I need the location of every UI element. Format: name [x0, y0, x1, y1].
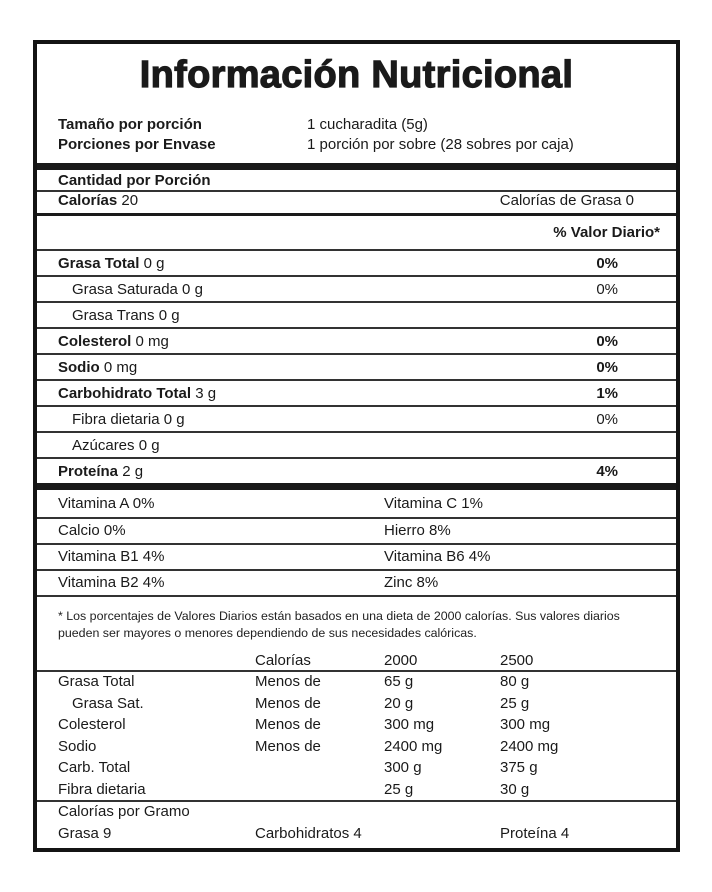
vitamin-left: Vitamina A 0% — [58, 495, 155, 512]
calories-label: Calorías — [58, 192, 118, 209]
vitamin-right: Hierro 8% — [384, 522, 451, 539]
nutrient-name: Proteína — [58, 463, 119, 480]
nutrient-dv: 0% — [596, 359, 618, 376]
nutrient-name: Grasa Total — [58, 255, 140, 272]
vitamin-right: Zinc 8% — [384, 574, 439, 591]
servings-per-container-value: 1 porción por sobre (28 sobres por caja) — [307, 136, 574, 153]
divider — [37, 379, 676, 381]
calories-from-fat: Calorías de Grasa 0 — [499, 192, 634, 209]
nutrient-amount: 3 g — [195, 385, 217, 402]
nutrient-dv: 0% — [596, 333, 618, 350]
nutrient-name: Sodio — [58, 359, 100, 376]
divider-medium — [37, 213, 676, 216]
ref-nutrient: Grasa Total — [58, 673, 135, 690]
calories-value: 20 — [121, 192, 139, 209]
nutrient-amount: 0 mg — [103, 359, 138, 376]
nutrient-amount: 0 g — [143, 255, 165, 272]
nutrient-name: Fibra dietaria 0 g — [72, 411, 185, 428]
nutrient-name: Colesterol — [58, 333, 132, 350]
fat-calories-per-gram: Grasa 9 — [58, 825, 112, 842]
ref-2000-value: 2400 mg — [384, 738, 443, 755]
nutrient-amount: 2 g — [122, 463, 144, 480]
nutrient-dv: 0% — [596, 411, 618, 428]
ref-qualifier: Menos de — [255, 695, 321, 712]
nutrient-name: Grasa Trans 0 g — [72, 307, 180, 324]
ref-2500-value: 30 g — [500, 781, 530, 798]
serving-size-value: 1 cucharadita (5g) — [307, 116, 428, 133]
ref-2500-value: 300 mg — [500, 716, 551, 733]
nutrient-dv: 4% — [596, 463, 618, 480]
divider — [37, 517, 676, 519]
daily-value-header: % Valor Diario* — [553, 224, 660, 241]
nutrient-dv: 0% — [596, 281, 618, 298]
amount-per-serving-label: Cantidad por Porción — [58, 172, 211, 189]
divider — [37, 670, 676, 672]
vitamin-left: Calcio 0% — [58, 522, 126, 539]
ref-nutrient: Grasa Sat. — [72, 695, 144, 712]
ref-header-calories: Calorías — [255, 652, 311, 669]
divider — [37, 595, 676, 597]
divider — [37, 353, 676, 355]
nutrient-amount: 0 mg — [135, 333, 169, 350]
divider-thick — [37, 163, 676, 170]
ref-header-2000: 2000 — [384, 652, 418, 669]
ref-nutrient: Colesterol — [58, 716, 126, 733]
nutrient-dv: 1% — [596, 385, 618, 402]
divider — [37, 301, 676, 303]
divider — [37, 543, 676, 545]
ref-header-2500: 2500 — [500, 652, 534, 669]
ref-qualifier: Menos de — [255, 738, 321, 755]
vitamin-left: Vitamina B2 4% — [58, 574, 165, 591]
carb-calories-per-gram: Carbohidratos 4 — [255, 825, 362, 842]
ref-nutrient: Fibra dietaria — [58, 781, 146, 798]
divider — [37, 405, 676, 407]
ref-2500-value: 25 g — [500, 695, 530, 712]
ref-2500-value: 2400 mg — [500, 738, 559, 755]
ref-2500-value: 80 g — [500, 673, 530, 690]
ref-2500-value: 375 g — [500, 759, 538, 776]
ref-nutrient: Carb. Total — [58, 759, 131, 776]
divider — [37, 431, 676, 433]
ref-qualifier: Menos de — [255, 673, 321, 690]
divider — [37, 457, 676, 459]
ref-qualifier: Menos de — [255, 716, 321, 733]
nutrient-dv: 0% — [596, 255, 618, 272]
ref-2000-value: 20 g — [384, 695, 414, 712]
label-title: Información Nutricional — [139, 54, 574, 96]
protein-calories-per-gram: Proteína 4 — [500, 825, 570, 842]
nutrition-facts-label — [33, 40, 680, 852]
divider — [37, 249, 676, 251]
vitamin-right: Vitamina C 1% — [384, 495, 483, 512]
nutrient-name: Azúcares 0 g — [72, 437, 160, 454]
calories-per-gram-label: Calorías por Gramo — [58, 803, 190, 820]
serving-size-label: Tamaño por porción — [58, 116, 202, 133]
ref-2000-value: 25 g — [384, 781, 414, 798]
nutrient-name: Grasa Saturada 0 g — [72, 281, 203, 298]
vitamin-right: Vitamina B6 4% — [384, 548, 491, 565]
vitamin-left: Vitamina B1 4% — [58, 548, 165, 565]
servings-per-container-label: Porciones por Envase — [58, 136, 216, 153]
divider — [37, 275, 676, 277]
ref-2000-value: 300 g — [384, 759, 422, 776]
nutrient-name: Carbohidrato Total — [58, 385, 192, 402]
ref-2000-value: 300 mg — [384, 716, 435, 733]
divider — [37, 327, 676, 329]
ref-nutrient: Sodio — [58, 738, 97, 755]
divider-thick — [37, 483, 676, 490]
ref-2000-value: 65 g — [384, 673, 414, 690]
divider — [37, 569, 676, 571]
daily-value-footnote: * Los porcentajes de Valores Diarios están basados en una dieta de 2000 calorías. Sus valores diarios pueden ser mayores o menores dependiendo de sus necesidades calóricas. — [58, 609, 620, 640]
divider — [37, 800, 676, 802]
